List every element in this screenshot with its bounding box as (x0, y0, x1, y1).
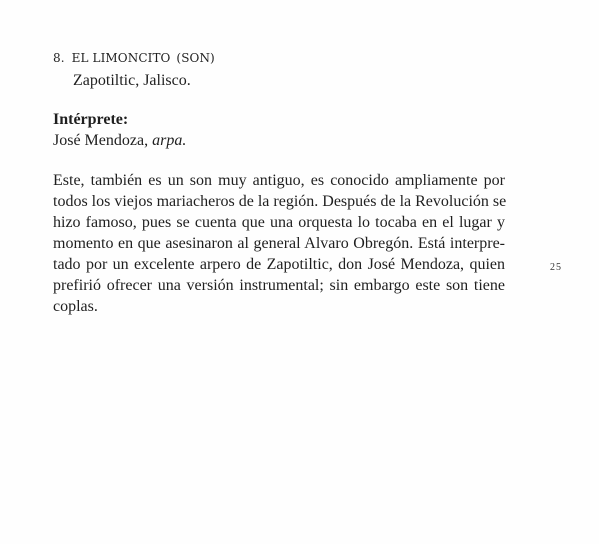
performer-instrument: arpa. (152, 132, 187, 149)
description-line: tado por un excelente arpero de Zapotiltic, don José Mendoza, quien (53, 256, 505, 273)
track-number: 8. (53, 51, 65, 65)
performer-label: Intérprete: (53, 111, 129, 128)
description-line: Este, también es un son muy antiguo, es conocido ampliamente por (53, 172, 505, 189)
track-description (53, 170, 505, 317)
description-line: coplas. (53, 298, 98, 315)
description-line: prefirió ofrecer una versión instrumental; sin embargo este son tiene (53, 277, 505, 294)
track-genre: (SON) (176, 51, 215, 65)
description-line: hizo famoso, pues se cuenta que una orquesta lo tocaba en el lugar y (53, 214, 505, 231)
track-title: EL LIMONCITO (71, 51, 171, 65)
performer-name: José Mendoza, (53, 132, 149, 149)
performer (53, 130, 186, 152)
page-number: 25 (550, 262, 562, 273)
track-heading (53, 51, 215, 66)
description-line: momento en que asesinaron al general Alvaro Obregón. Está interpre- (53, 235, 505, 252)
track-origin: Zapotiltic, Jalisco. (73, 72, 191, 89)
description-line: todos los viejos mariacheros de la región. Después de la Revolución se (53, 193, 507, 210)
